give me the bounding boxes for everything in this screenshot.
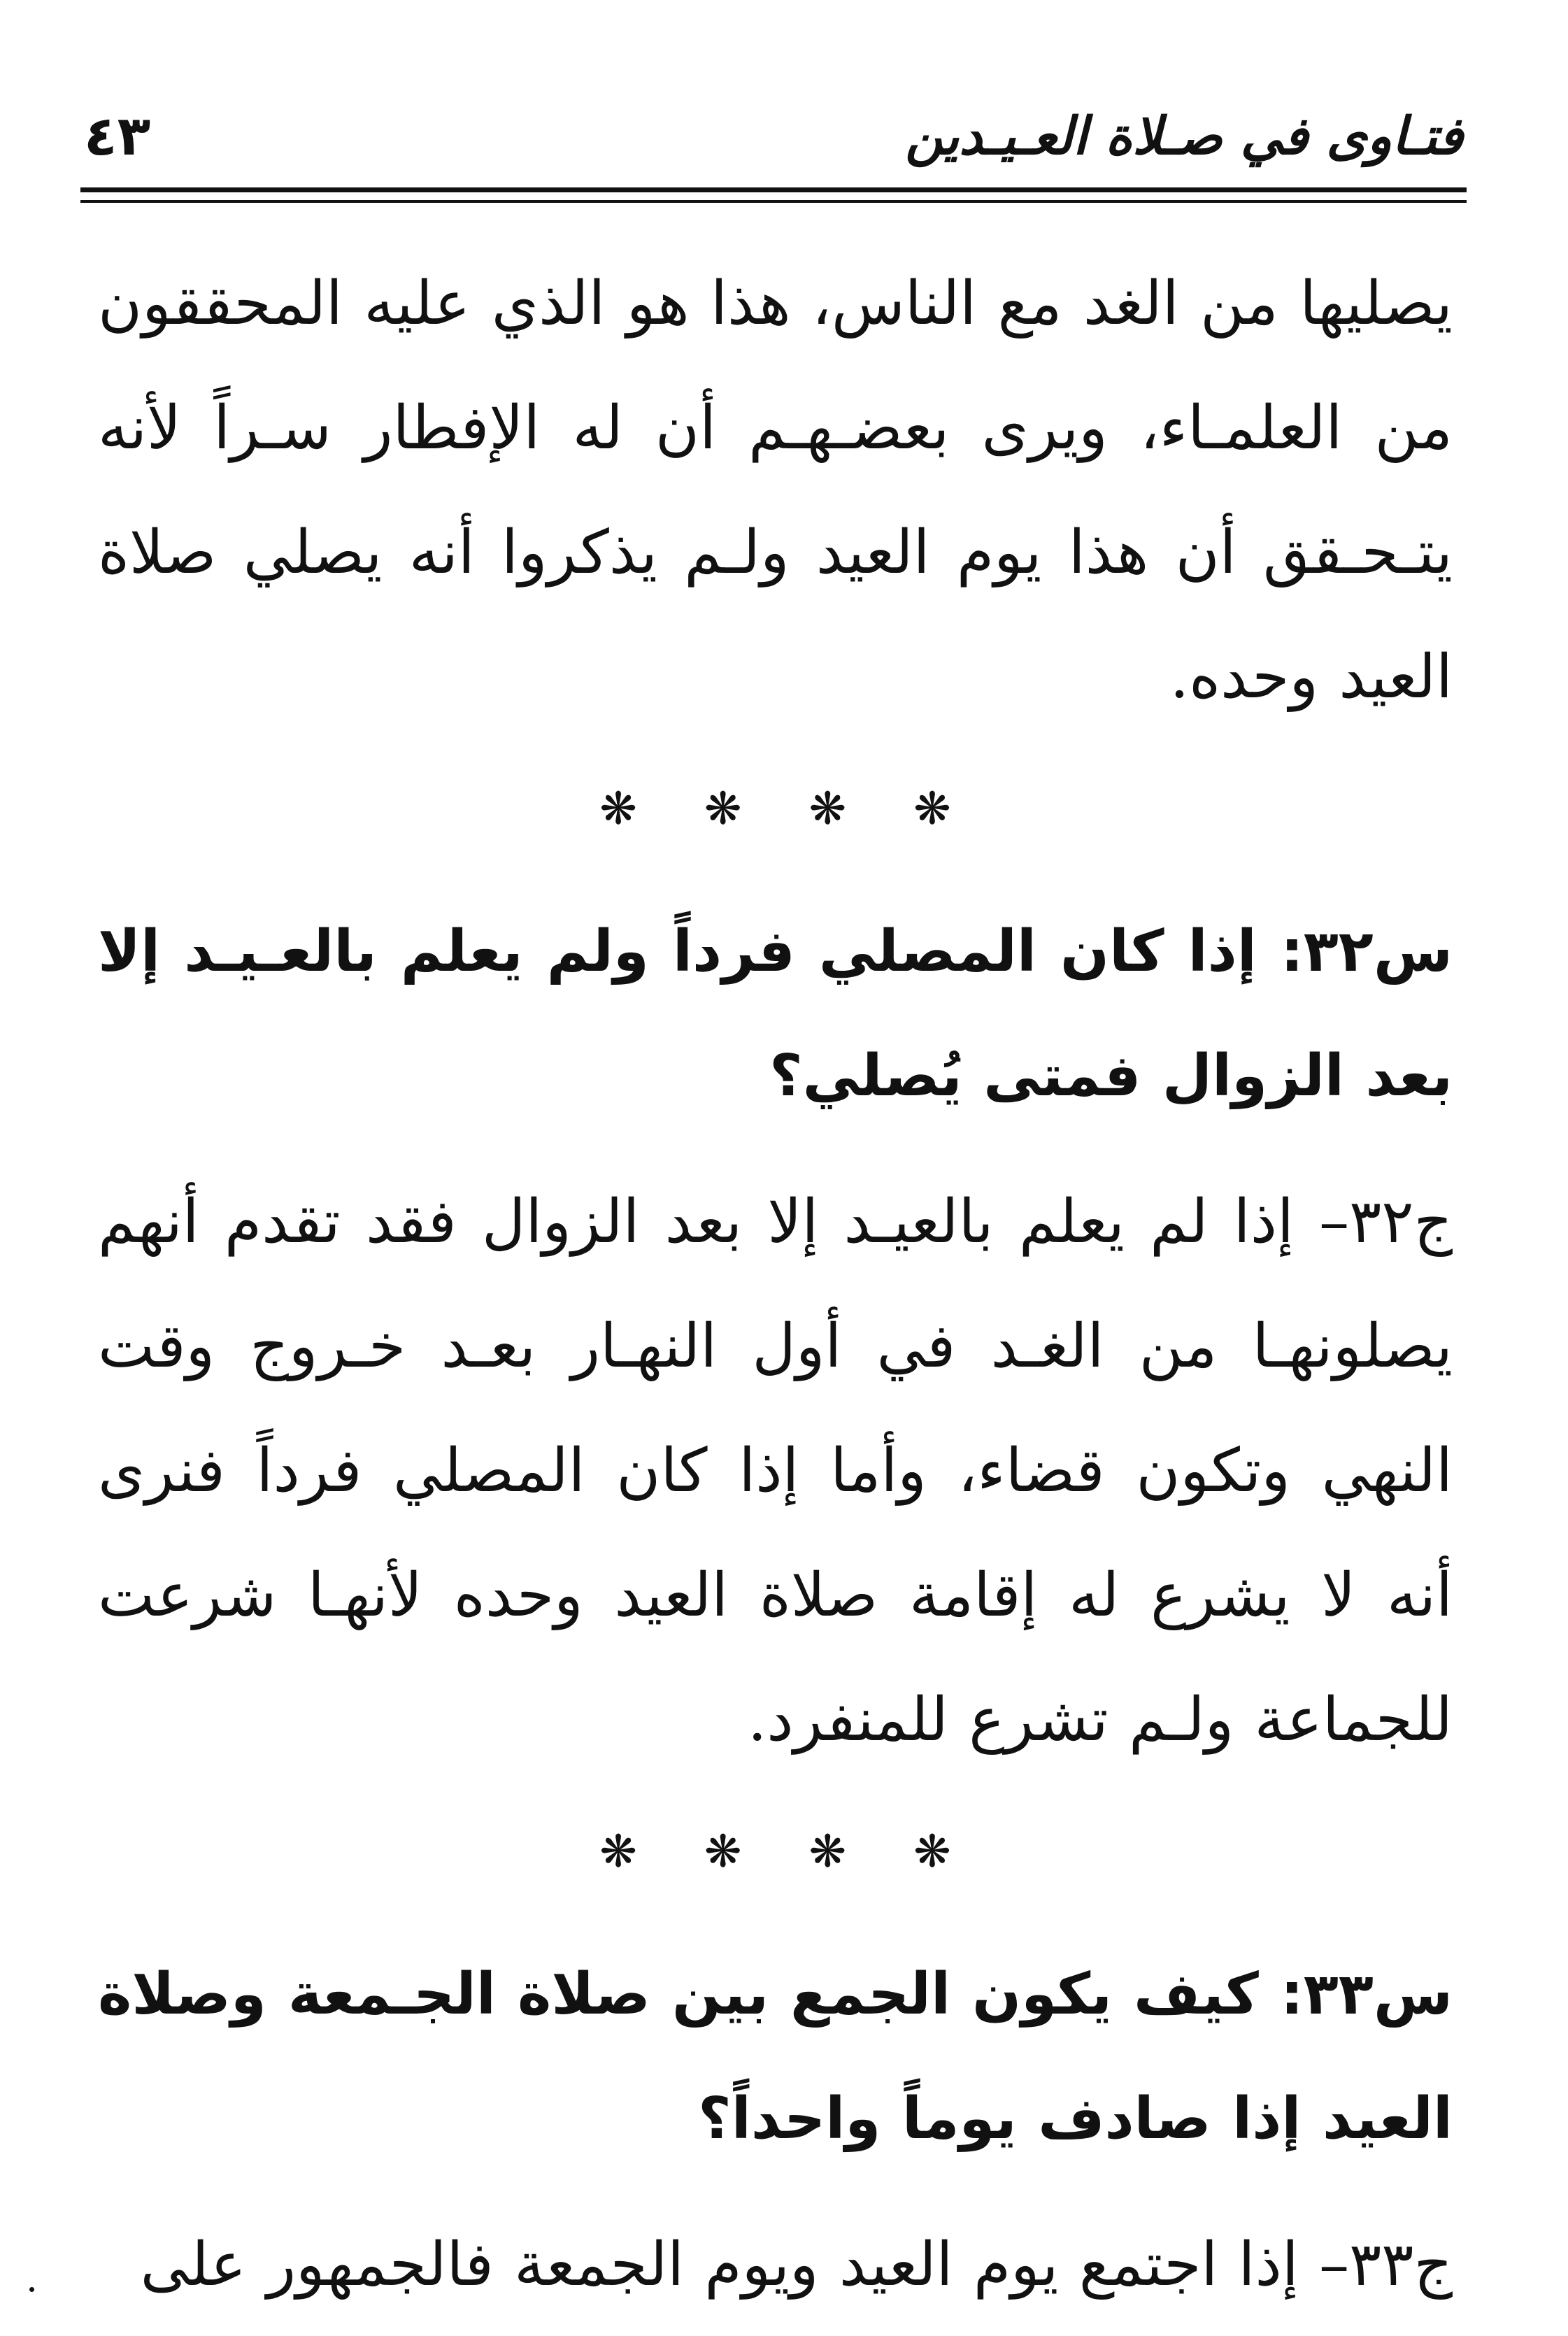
section-separator xyxy=(98,1800,1453,1904)
star-ornament-icon: ❋ xyxy=(913,1826,951,1878)
star-ornament-icon: ❋ xyxy=(808,783,847,835)
answer-32: ج٣٢– إذا لم يعلم بالعيـد إلا بعد الزوال فقد تقدم أنهم يصلونهـا من الغـد في أول النهـار بعـد خـروج وقت النهي وتكون قضاء، وأما إذا كان المصلي فرداً فنرى أنه لا يشرع له إقامة صلاة العيد وحده لأنهـا شرعت للجماعة ولـم تشرع للمنفرد. xyxy=(98,1187,1453,1755)
answer-33: ج٣٣– إذا اجتمع يوم العيد ويوم الجمعة فالجمهور على xyxy=(140,2230,1453,2300)
star-ornament-icon: ❋ xyxy=(704,783,742,835)
header-rule-thin xyxy=(80,200,1467,203)
book-title: فتـاوى في صـلاة العـيـدين xyxy=(905,106,1463,166)
question-32: س٣٢: إذا كان المصلي فرداً ولم يعلم بالعـيـد إلا بعد الزوال فمتى يُصلي؟ xyxy=(98,918,1453,1109)
section-separator xyxy=(98,757,1453,862)
star-ornament-icon: ❋ xyxy=(808,1826,847,1878)
page-body xyxy=(98,241,1453,2327)
header-rule-thick xyxy=(80,187,1467,192)
page-number: ٤٣ xyxy=(84,105,151,168)
running-header xyxy=(84,98,1463,175)
star-ornament-icon: ❋ xyxy=(704,1826,742,1878)
scan-speck xyxy=(29,2287,34,2292)
star-ornament-icon: ❋ xyxy=(913,783,951,835)
question-33: س٣٣: كيف يكون الجمع بين صلاة الجـمعة وصلاة العيد إذا صادف يوماً واحداً؟ xyxy=(98,1961,1453,2152)
paragraph-continuation: يصليها من الغد مع الناس، هذا هو الذي عليه المحققون من العلمـاء، ويرى بعضـهـم أن له الإفطار سـراً لأنه يتـحـقق أن هذا يوم العيد ولـم يذكروا أنه يصلي صلاة العيد وحده. xyxy=(98,269,1453,712)
star-ornament-icon: ❋ xyxy=(599,1826,637,1878)
star-ornament-icon: ❋ xyxy=(599,783,637,835)
